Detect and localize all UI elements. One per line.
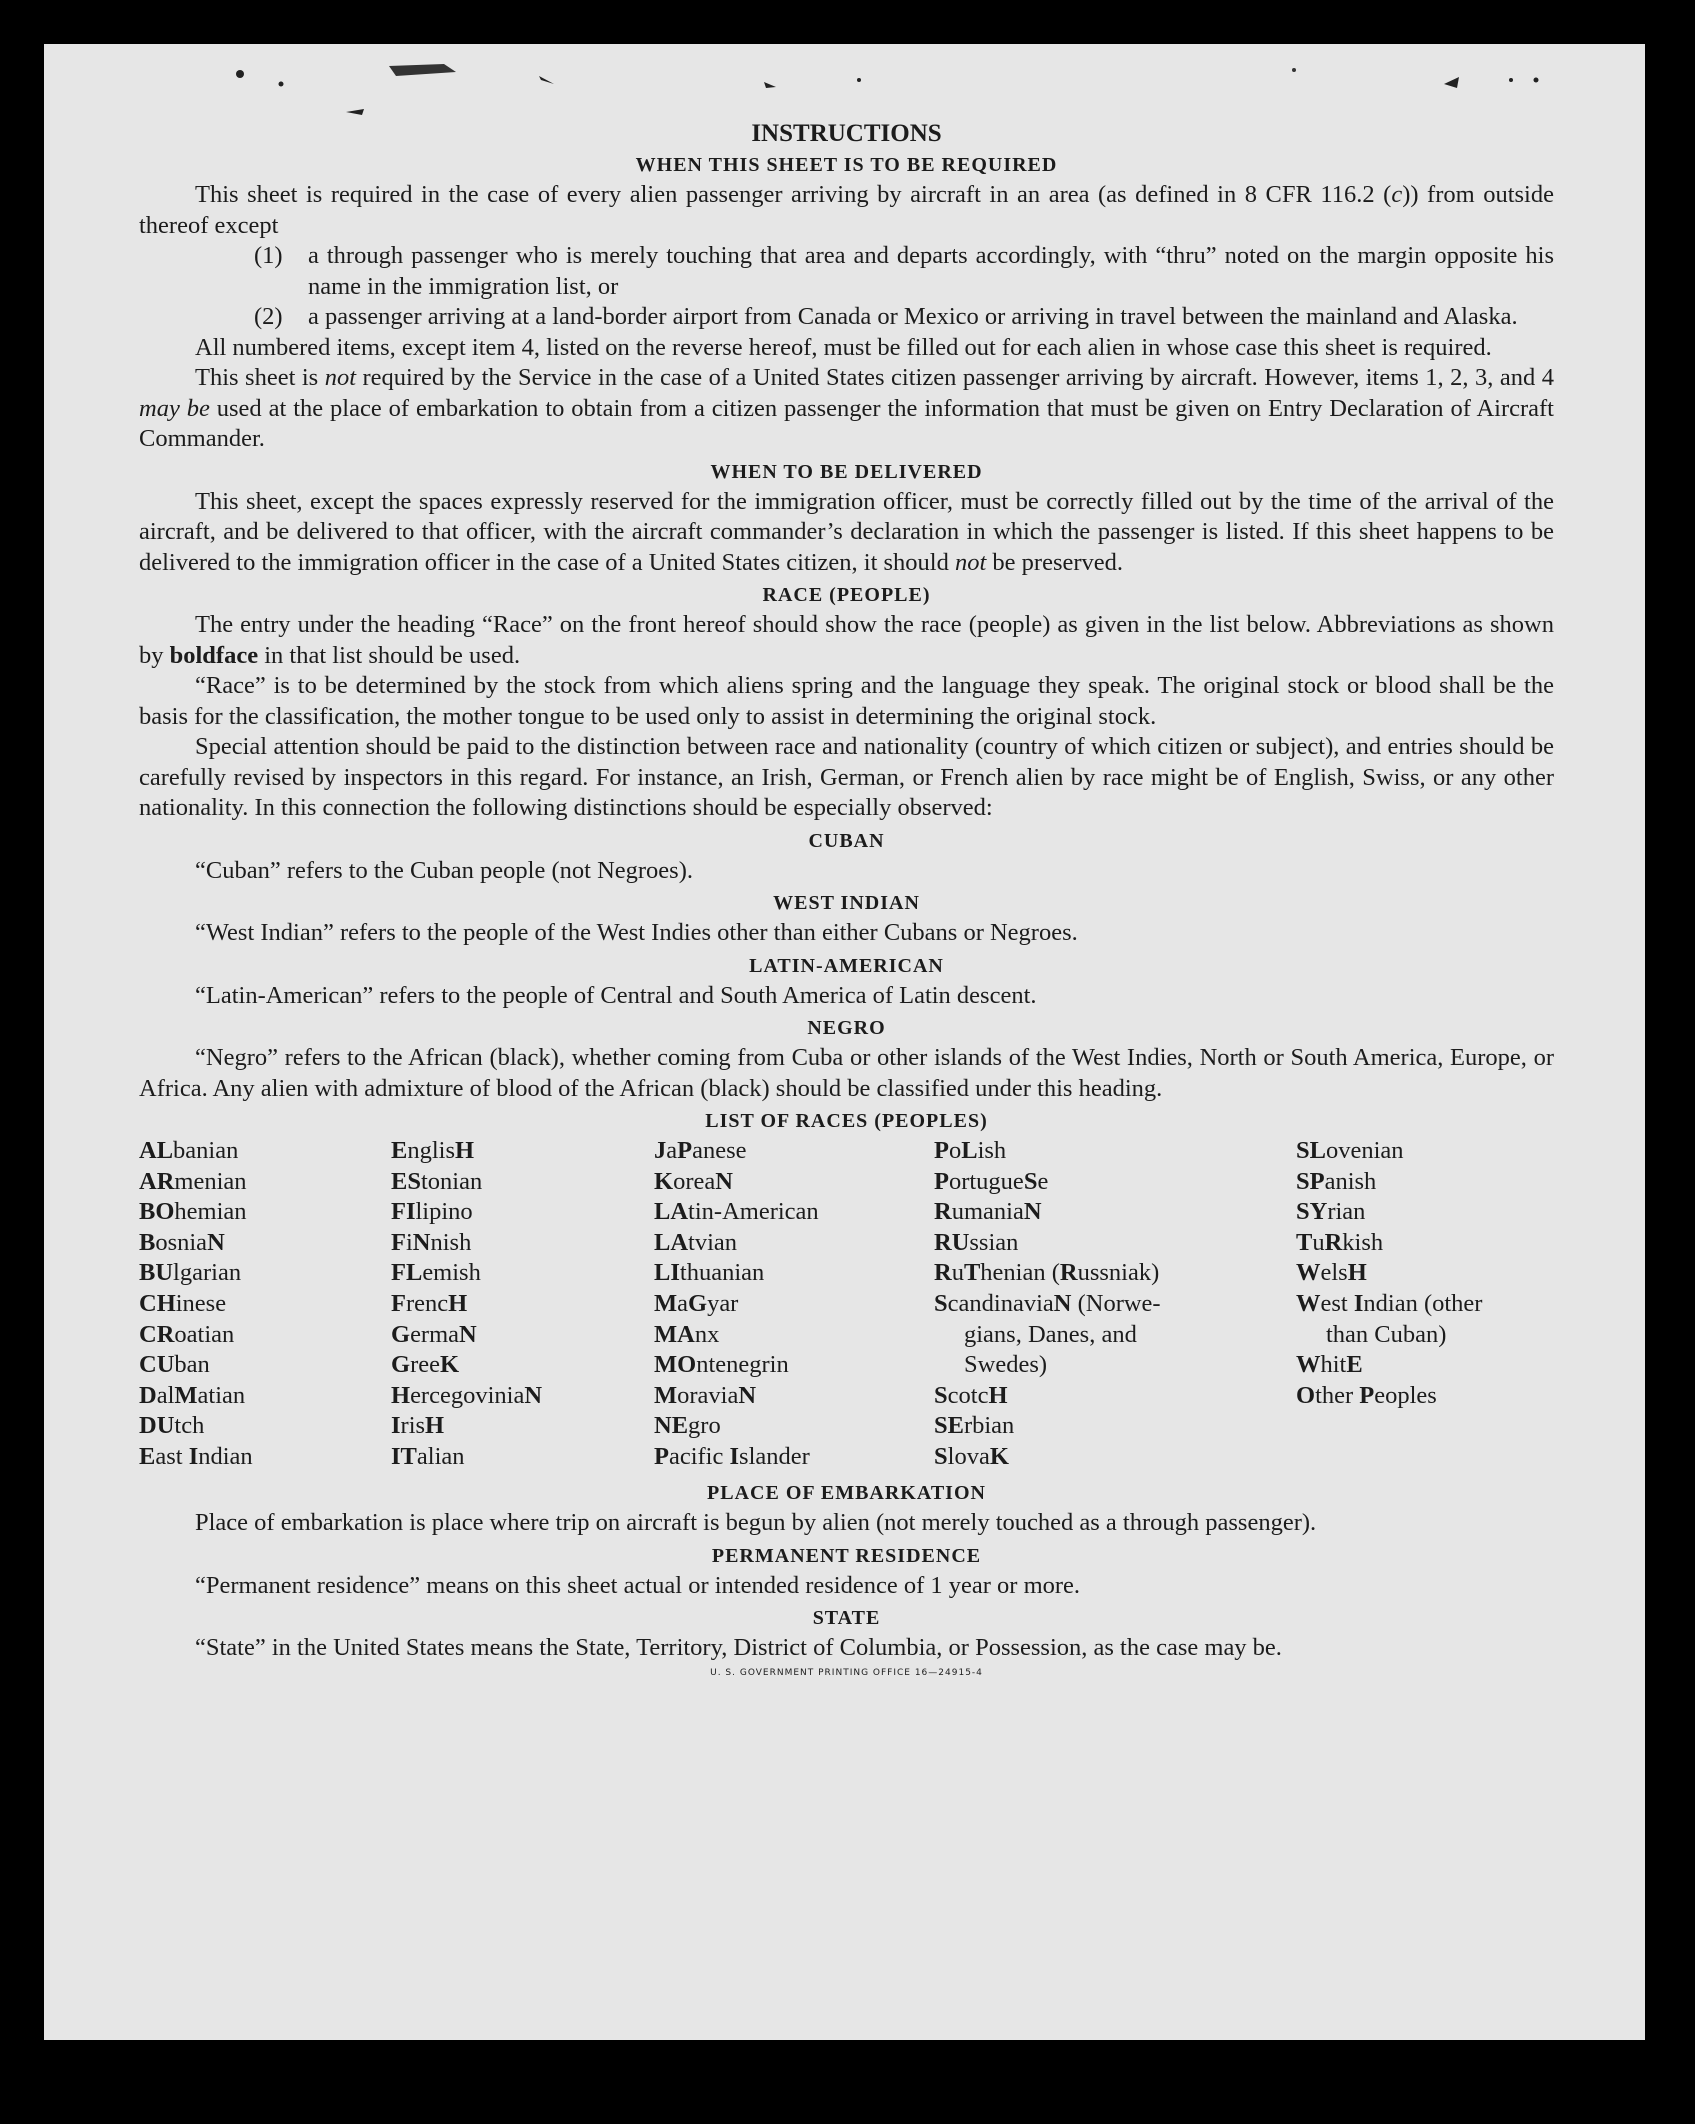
races-list <box>139 1136 1554 1476</box>
delivered-paragraph: This sheet, except the spaces expressly reserved for the immigration officer, must be correctly filled out by the time of the arrival of the aircraft, and be delivered to that officer, with the aircraft commander’s declaration in which the passenger is listed. If this sheet happens to be delivered to the immigration officer in the case of a United States citizen, it should not be preserved. <box>139 487 1554 576</box>
race-entry: ARmenian <box>139 1167 247 1195</box>
heading-race: RACE (PEOPLE) <box>762 584 931 606</box>
race-entry: CUban <box>139 1351 210 1379</box>
race-entry: GreeK <box>391 1351 460 1379</box>
race-entry: TuRkish <box>1296 1228 1384 1256</box>
cuban-paragraph: “Cuban” refers to the Cuban people (not Negroes). <box>195 856 693 884</box>
race-entry: LAtvian <box>654 1228 738 1256</box>
race-entry: MAnx <box>654 1320 720 1348</box>
embarkation-paragraph: Place of embarkation is place where trip on aircraft is begun by alien (not merely touched as a through passenger). <box>195 1509 1317 1536</box>
race-entry: FIlipino <box>391 1198 473 1226</box>
race-entry: CRoatian <box>139 1320 235 1348</box>
race-entry: ITalian <box>391 1442 465 1470</box>
race-entry: ALbanian <box>139 1137 239 1164</box>
race-entry: CHinese <box>139 1289 227 1317</box>
race-entry: LIthuanian <box>654 1259 765 1287</box>
race-entry: BosniaN <box>139 1228 225 1256</box>
heading-list-of-races: LIST OF RACES (PEOPLES) <box>705 1110 988 1132</box>
race-entry: KoreaN <box>654 1167 733 1195</box>
race-entry: SLovenian <box>1296 1137 1404 1164</box>
race-entry: LAtin-American <box>654 1198 819 1226</box>
race-entry: PoLish <box>934 1137 1007 1164</box>
races-column-3 <box>654 1136 819 1473</box>
heading-latin-american: LATIN-AMERICAN <box>749 954 944 977</box>
citizen-paragraph: This sheet is not required by the Service in the case of a United States citizen passenger arriving by aircraft. However, items 1, 2, 3, and 4 may be used at the place of embarkation to obtain from a citizen passenger the information that must be given on Entry Declaration of Aircraft Commander. <box>139 364 1554 452</box>
exception-item-1: (1) a through passenger who is merely touching that area and departs accordingly, with “thru” noted on the margin opposite his name in the immigration list, or <box>254 242 1554 300</box>
race-entry: Pacific Islander <box>654 1442 810 1470</box>
race-entry: DUtch <box>139 1412 205 1440</box>
race-entry: WelsH <box>1296 1259 1367 1287</box>
heading-permanent-residence: PERMANENT RESIDENCE <box>711 1544 982 1567</box>
race-entry: SlovaK <box>934 1442 1009 1470</box>
document-sheet <box>44 44 1645 2040</box>
race-entry: WhitE <box>1296 1351 1363 1379</box>
race-entry: IrisH <box>391 1412 445 1440</box>
races-column-4 <box>934 1136 1161 1473</box>
races-column-5 <box>1296 1136 1482 1411</box>
race-entry: BUlgarian <box>139 1259 242 1287</box>
heading-west-indian: WEST INDIAN <box>773 892 920 914</box>
races-column-1 <box>139 1136 253 1473</box>
heading-cuban: CUBAN <box>808 829 885 852</box>
race-entry: EStonian <box>391 1167 483 1195</box>
races-column-2 <box>391 1136 542 1473</box>
race-entry: FLemish <box>391 1259 481 1287</box>
race-entry: ScotcH <box>934 1381 1008 1409</box>
race-paragraph-3: Special attention should be paid to the distinction between race and nationality (country of which citizen or subject), and entries should be carefully revised by inspectors in this regard. For instance, an Irish, German, or French alien by race might be of English, Swiss, or any other nationality. In this connection the following distinctions should be especially observed: <box>139 733 1554 821</box>
race-entry: DalMatian <box>139 1381 246 1409</box>
race-entry: RumaniaN <box>934 1198 1042 1226</box>
heading-negro: NEGRO <box>807 1017 886 1039</box>
residence-paragraph: “Permanent residence” means on this sheet actual or intended residence of 1 year or more. <box>195 1571 1081 1599</box>
exception-item-2: (2) a passenger arriving at a land-border airport from Canada or Mexico or arriving in travel between the mainland and Alaska. <box>254 303 1518 330</box>
printer-imprint: U. S. GOVERNMENT PRINTING OFFICE 16—24915-4 <box>710 1667 983 1678</box>
race-entry: RUssian <box>934 1228 1019 1256</box>
race-entry: BOhemian <box>139 1198 247 1226</box>
instructions-content <box>139 120 1554 1678</box>
race-entry: Swedes) <box>964 1351 1048 1379</box>
race-entry: JaPanese <box>654 1137 747 1164</box>
race-entry: FiNnish <box>391 1228 472 1256</box>
race-entry: HercegoviniaN <box>391 1381 543 1409</box>
page-title: INSTRUCTIONS <box>751 120 942 147</box>
race-entry: MOntenegrin <box>654 1351 789 1379</box>
race-entry: than Cuban) <box>1326 1320 1447 1348</box>
race-entry: RuThenian (Russniak) <box>934 1259 1160 1287</box>
west-indian-paragraph: “West Indian” refers to the people of the West Indies other than either Cubans or Negroes. <box>195 919 1078 946</box>
negro-paragraph: “Negro” refers to the African (black), whether coming from Cuba or other islands of the West Indies, North or South America, Europe, or Africa. Any alien with admixture of blood of the African (black) should be classified under this heading. <box>139 1044 1554 1102</box>
race-entry: GermaN <box>391 1320 477 1348</box>
heading-delivered: WHEN TO BE DELIVERED <box>710 460 983 483</box>
state-paragraph: “State” in the United States means the State, Territory, District of Columbia, or Possession, as the case may be. <box>195 1634 1282 1661</box>
race-entry: FrencH <box>391 1289 468 1317</box>
race-entry: PortugueSe <box>934 1167 1049 1195</box>
race-entry: East Indian <box>139 1442 253 1470</box>
heading-state: STATE <box>812 1607 881 1629</box>
race-entry: SYrian <box>1296 1198 1366 1226</box>
race-entry: Other Peoples <box>1296 1381 1437 1409</box>
race-entry: SErbian <box>934 1412 1015 1440</box>
heading-embarkation: PLACE OF EMBARKATION <box>707 1482 986 1504</box>
race-entry: MoraviaN <box>654 1381 757 1409</box>
race-entry: EnglisH <box>391 1137 475 1164</box>
race-paragraph-1: The entry under the heading “Race” on the front hereof should show the race (people) as given in the list below. Abbreviations as shown by boldface in that list should be used. <box>139 611 1554 669</box>
race-entry: gians, Danes, and <box>964 1320 1137 1348</box>
numbered-items-paragraph: All numbered items, except item 4, listed on the reverse hereof, must be filled out for each alien in whose case this sheet is required. <box>195 333 1492 361</box>
heading-required: WHEN THIS SHEET IS TO BE REQUIRED <box>635 154 1058 176</box>
required-intro: This sheet is required in the case of every alien passenger arriving by aircraft in an area (as defined in 8 CFR 116.2 (c)) from outside thereof except <box>139 181 1554 239</box>
race-entry: SPanish <box>1296 1167 1377 1195</box>
race-entry: ScandinaviaN (Norwe- <box>934 1289 1161 1317</box>
latin-american-paragraph: “Latin-American” refers to the people of Central and South America of Latin descent. <box>195 981 1037 1009</box>
race-paragraph-2: “Race” is to be determined by the stock from which aliens spring and the language they speak. The original stock or blood shall be the basis for the classification, the mother tongue to be used only to assist in determining the original stock. <box>139 672 1554 730</box>
race-entry: MaGyar <box>654 1289 739 1317</box>
race-entry: West Indian (other <box>1296 1289 1483 1317</box>
race-entry: NEgro <box>654 1412 721 1440</box>
